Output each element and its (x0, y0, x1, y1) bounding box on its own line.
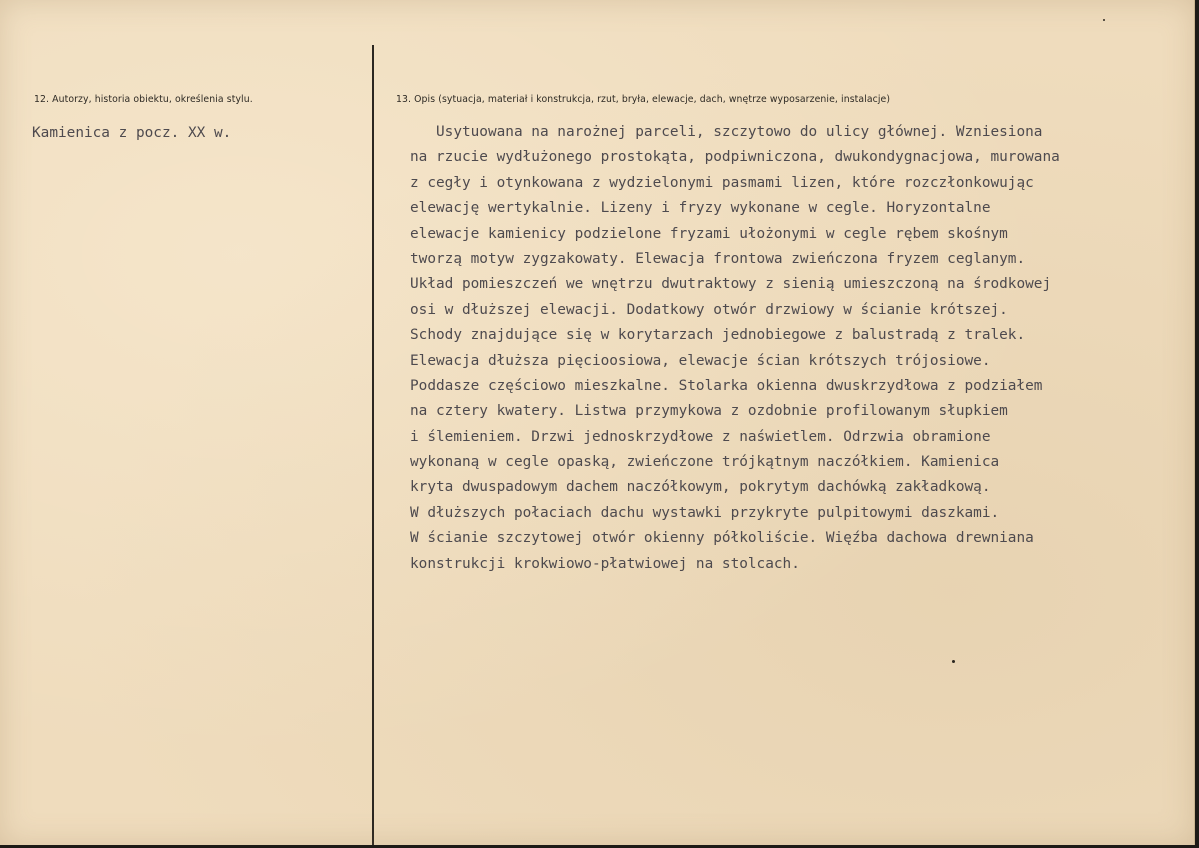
description-line: Schody znajdujące się w korytarzach jednobiegowe z balustradą z tralek. (410, 327, 1026, 344)
description-line: tworzą motyw zygzakowaty. Elewacja frontowa zwieńczona fryzem ceglanym. (410, 250, 1026, 267)
description-line: osi w dłuższej elewacji. Dodatkowy otwór drzwiowy w ścianie krótszej. (410, 301, 1008, 318)
description-line: kryta dwuspadowym dachem naczółkowym, pokrytym dachówką zakładkową. (410, 479, 991, 496)
description-line: Poddasze częściowo mieszkalne. Stolarka okienna dwuskrzydłowa z podziałem (410, 377, 1043, 394)
description-line: Układ pomieszczeń we wnętrzu dwutraktowy z sienią umieszczoną na środkowej (410, 276, 1052, 293)
description-line: W ścianie szczytowej otwór okienny półkoliście. Więźba dachowa drewniana (410, 530, 1034, 547)
description-line: i ślemieniem. Drzwi jednoskrzydłowe z naświetlem. Odrzwia obramione (410, 428, 991, 445)
paper-speck (1103, 19, 1105, 21)
column-divider (372, 45, 374, 845)
paper-speck (952, 660, 955, 663)
description-line: Elewacja dłuższa pięcioosiowa, elewacje ścian krótszych trójosiowe. (410, 352, 991, 369)
section-12-text: Kamienica z pocz. XX w. (32, 125, 232, 141)
description-line: elewacje kamienicy podzielone fryzami ułożonymi w cegle rębem skośnym (410, 225, 1008, 242)
section-13-heading: 13. Opis (sytuacja, materiał i konstrukcja, rzut, bryła, elewacje, dach, wnętrze wyposarzenie, instalacje) (396, 94, 891, 105)
description-line: na rzucie wydłużonego prostokąta, podpiwniczona, dwukondygnacjowa, murowana (410, 149, 1060, 166)
description-line: Usytuowana na narożnej parceli, szczytowo do ulicy głównej. Wzniesiona (410, 124, 1043, 140)
description-line: elewację wertykalnie. Lizeny i fryzy wykonane w cegle. Horyzontalne (410, 200, 991, 217)
description-line: konstrukcji krokwiowo-płatwiowej na stolcach. (410, 555, 800, 572)
section-13-description (410, 120, 1060, 577)
description-line: na cztery kwatery. Listwa przymykowa z ozdobnie profilowanym słupkiem (410, 403, 1008, 420)
description-line: wykonaną w cegle opaską, zwieńczone trójkątnym naczółkiem. Kamienica (410, 454, 1000, 471)
description-line: W dłuższych połaciach dachu wystawki przykryte pulpitowymi daszkami. (410, 504, 1000, 521)
description-line: z cegły i otynkowana z wydzielonymi pasmami lizen, które rozczłonkowując (410, 174, 1034, 191)
section-12-heading: 12. Autorzy, historia obiektu, określenia stylu. (34, 94, 253, 105)
